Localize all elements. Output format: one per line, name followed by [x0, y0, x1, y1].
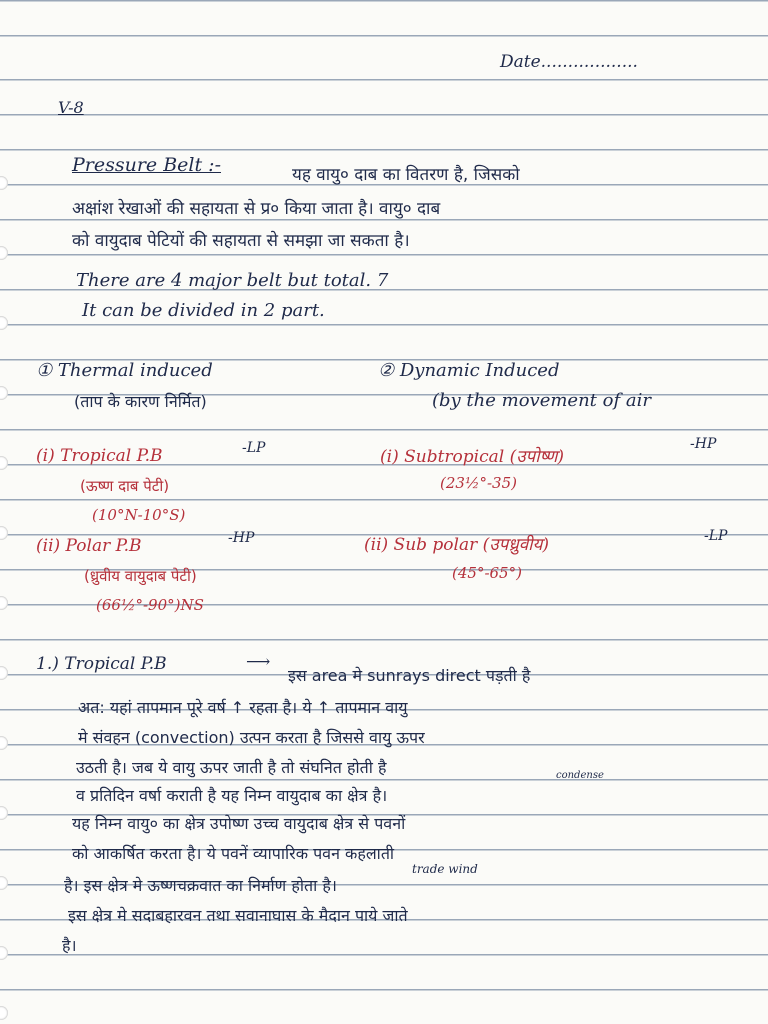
punch-hole	[0, 946, 8, 960]
subpolar-belt-title: (ii) Sub polar (उपध्रुवीय)	[364, 535, 550, 555]
section-line-10: है।	[62, 936, 77, 955]
page-number: V-8	[58, 98, 84, 117]
subpolar-belt-range: (45°-65°)	[452, 564, 522, 582]
polar-belt-tag: -HP	[228, 530, 255, 546]
subtropical-belt-title: (i) Subtropical (उपोष्ण)	[380, 447, 564, 467]
punch-hole	[0, 596, 8, 610]
tropical-belt-range: (10°N-10°S)	[92, 506, 186, 524]
page-title: Pressure Belt :-	[72, 154, 221, 176]
condense-note: condense	[556, 770, 604, 781]
intro-line-3: को वायुदाब पेटियों की सहायता से समझा जा सकता है।	[72, 231, 410, 251]
punch-hole	[0, 876, 8, 890]
section-tropical-label: 1.) Tropical P.B	[36, 654, 167, 674]
section-line-7: को आकर्षित करता है। ये पवनें व्यापारिक पवन कहलाती	[72, 844, 395, 863]
section-line-3: मे संवहन (convection) उत्पन करता है जिससे वायु ऊपर	[78, 728, 425, 747]
section-line-9: इस क्षेत्र मे सदाबहारवन तथा सवानाघास के मैदान पाये जाते	[68, 906, 408, 925]
punch-hole	[0, 316, 8, 330]
punch-hole	[0, 526, 8, 540]
polar-belt-range: (66½°-90°)NS	[96, 596, 204, 614]
tropical-belt-title: (i) Tropical P.B	[36, 446, 163, 466]
trade-wind-note: trade wind	[412, 862, 478, 876]
subpolar-belt-tag: -LP	[704, 528, 728, 544]
summary-line-2: It can be divided in 2 part.	[82, 300, 325, 321]
punch-hole	[0, 176, 8, 190]
section-line-4: उठती है। जब ये वायु ऊपर जाती है तो संघनित होती है	[76, 758, 387, 777]
section-line-6: यह निम्न वायु० का क्षेत्र उपोष्ण उच्च वायुदाब क्षेत्र से पवनों	[72, 814, 406, 833]
punch-hole	[0, 736, 8, 750]
section-line-8: है। इस क्षेत्र मे ऊष्णचक्रवात का निर्माण होता है।	[64, 876, 337, 895]
intro-line-1: यह वायु० दाब का वितरण है, जिसको	[292, 165, 520, 185]
polar-belt-hindi: (ध्रुवीय वायुदाब पेटी)	[84, 567, 197, 585]
section-line-1: इस area मे sunrays direct पड़ती है	[288, 666, 531, 685]
tropical-belt-tag: -LP	[242, 440, 266, 456]
dynamic-induced-heading: ② Dynamic Induced	[378, 360, 560, 381]
intro-line-2: अक्षांश रेखाओं की सहायता से प्र० किया जाता है। वायु० दाब	[72, 199, 441, 219]
punch-hole	[0, 246, 8, 260]
polar-belt-title: (ii) Polar P.B	[36, 536, 142, 556]
punch-hole	[0, 386, 8, 400]
thermal-induced-sub: (ताप के कारण निर्मित)	[74, 392, 207, 411]
section-line-5: व प्रतिदिन वर्षा कराती है यह निम्न वायुदाब का क्षेत्र है।	[76, 786, 388, 805]
punch-hole	[0, 806, 8, 820]
punch-hole	[0, 1006, 8, 1020]
thermal-induced-heading: ① Thermal induced	[36, 360, 213, 381]
date-label: Date..................	[500, 52, 638, 72]
section-line-2: अत: यहां तापमान पूरे वर्ष ↑ रहता है। ये ↑ तापमान वायु	[78, 698, 408, 717]
subtropical-belt-range: (23½°-35)	[440, 474, 517, 492]
summary-line-1: There are 4 major belt but total. 7	[76, 270, 389, 291]
tropical-belt-hindi: (ऊष्ण दाब पेटी)	[80, 477, 170, 495]
punch-hole	[0, 456, 8, 470]
subtropical-belt-tag: -HP	[690, 436, 717, 452]
arrow-icon: ⟶	[246, 652, 271, 672]
punch-hole	[0, 666, 8, 680]
dynamic-induced-sub: (by the movement of air	[432, 390, 651, 411]
